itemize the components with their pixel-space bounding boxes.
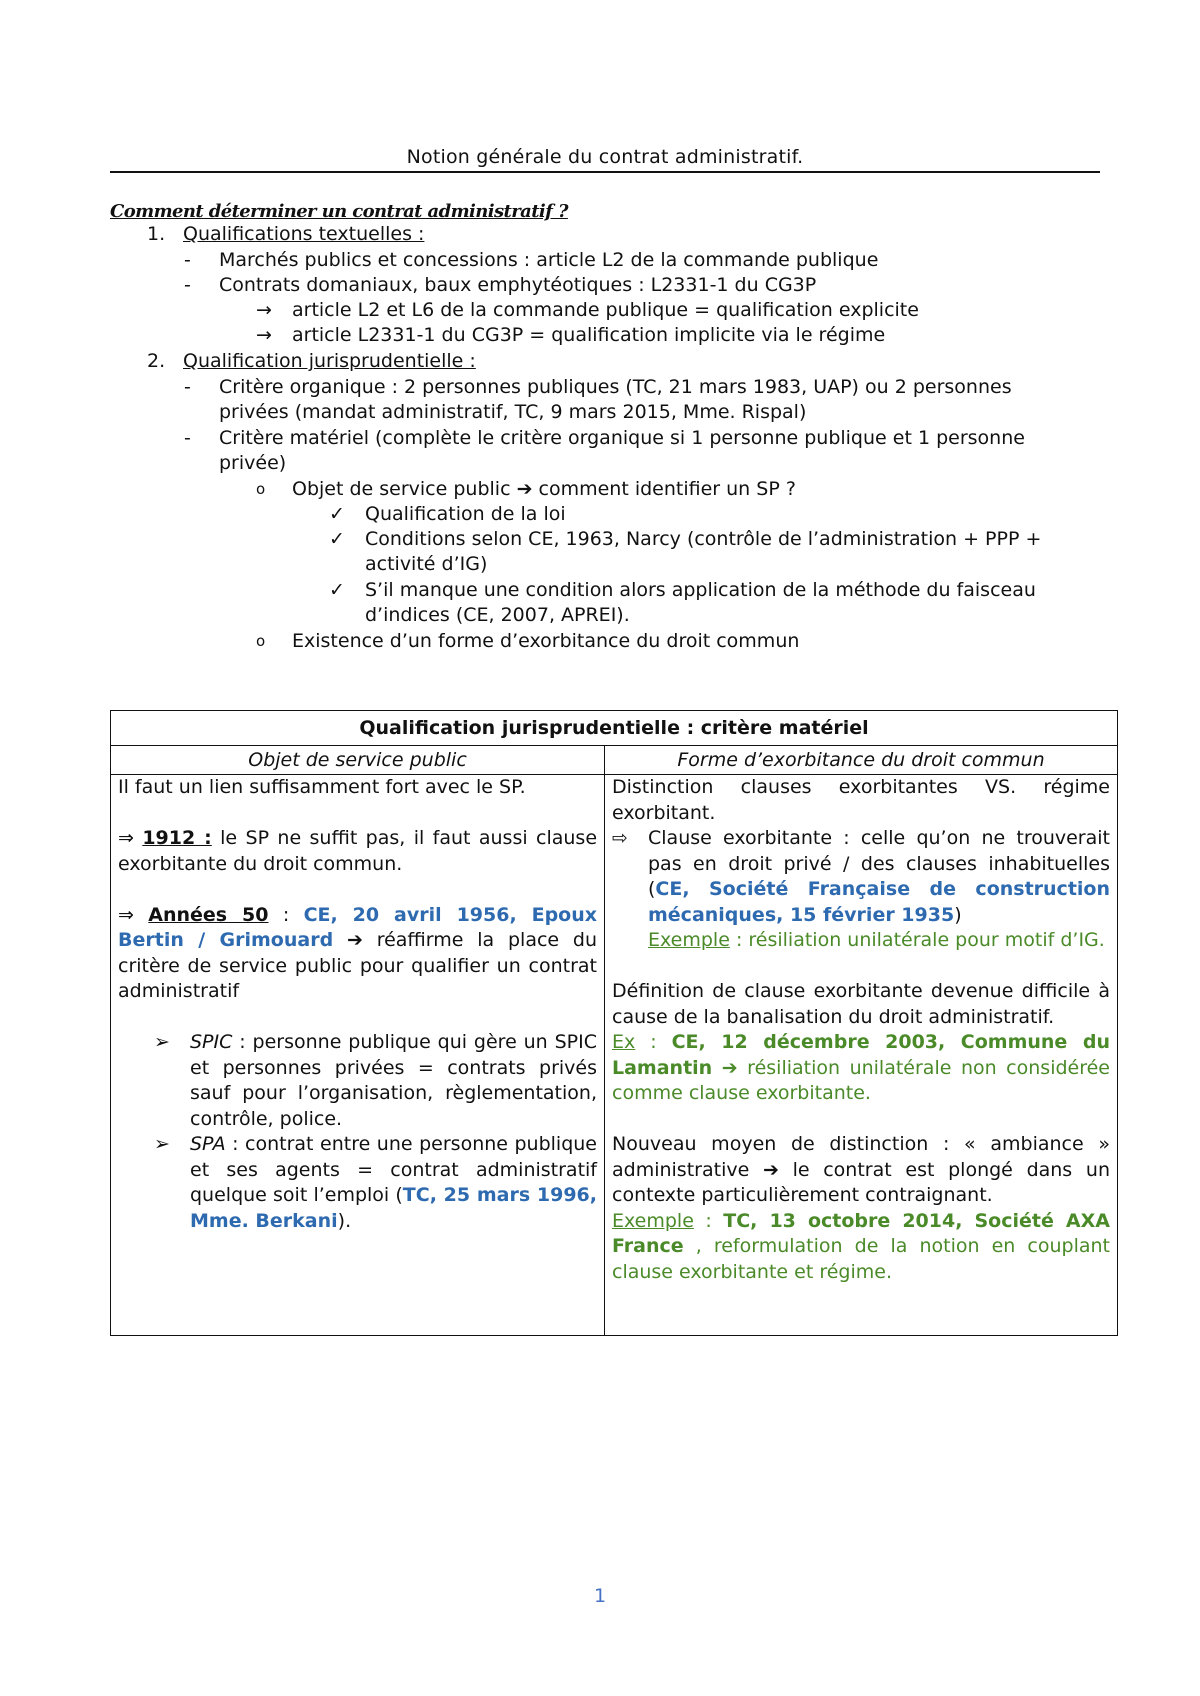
cell-paragraph: ⇒ 1912 : le SP ne suffit pas, il faut aussi clause exorbitante du droit commun. <box>118 827 598 875</box>
check-icon: ✓ <box>329 528 345 550</box>
cell-paragraph: Nouveau moyen de distinction : « ambiance » administrative ➔ le contrat est plongé dans un contexte particulièrement contraignant. <box>612 1133 1110 1206</box>
table-cell-right <box>605 775 1117 1335</box>
list-item: ➢ SPA : contrat entre une personne publique et ses agents = contrat administratif quelque soit l’emploi (TC, 25 mars 1996, Mme. Berkani). <box>118 1132 597 1234</box>
cell-paragraph: Exemple : TC, 13 octobre 2014, Société AXA France , reformulation de la notion en couplant clause exorbitante et régime. <box>612 1209 1110 1283</box>
list-item: article L2331-1 du CG3P = qualification implicite via le régime <box>292 324 886 346</box>
list-item: article L2 et L6 de la commande publique = qualification explicite <box>292 299 919 321</box>
section-2-title: Qualification jurisprudentielle : <box>183 350 476 372</box>
list-item: ➢ SPIC : personne publique qui gère un SPIC et personnes privées = contrats privés sauf pour l’organisation, règlementation, contrôle, police. <box>118 1030 597 1132</box>
hollow-arrow-icon: ⇨ <box>612 827 628 849</box>
year-label: Années 50 <box>148 903 269 926</box>
table-body-row <box>111 775 1117 1335</box>
case-citation: CE, 12 décembre 2003, Commune du Lamantin <box>612 1031 1110 1079</box>
list-item: Critère matériel (complète le critère organique si 1 personne publique et 1 personne <box>219 427 1025 449</box>
dash-marker: - <box>184 376 191 398</box>
arrow-marker: → <box>256 299 272 321</box>
list-item: ⇨ Clause exorbitante : celle qu’on ne trouverait pas en droit privé / des clauses inhabituelles (CE, Société Française de construction mécaniques, 15 février 1935) Exemple : résiliation unilatérale pour motif d’IG. <box>612 826 1110 954</box>
section-1-title: Qualifications textuelles : <box>183 223 425 245</box>
circle-marker: o <box>256 480 266 498</box>
title-underline <box>110 171 1100 173</box>
bold-arrow-icon: ➔ <box>346 929 363 951</box>
dash-marker: - <box>184 249 191 271</box>
case-citation: TC, 25 mars 1996, Mme. Berkani <box>190 1184 597 1232</box>
table-header-row <box>111 746 1117 775</box>
cell-paragraph: ⇒ Années 50 : CE, 20 avril 1956, Epoux Bertin / Grimouard ➔ réaffirme la place du critère de service public pour qualifier un contrat administratif <box>118 903 598 1002</box>
spa-label: SPA <box>190 1133 226 1155</box>
triangle-bullet-icon: ➢ <box>154 1133 170 1155</box>
list-item: Critère organique : 2 personnes publiques (TC, 21 mars 1983, UAP) ou 2 personnes <box>219 376 1012 398</box>
case-citation: CE, 20 avril 1956, Epoux Bertin / Grimouard <box>118 903 598 951</box>
list-item: Contrats domaniaux, baux emphytéotiques : L2331-1 du CG3P <box>219 274 817 296</box>
table-header-left: Objet de service public <box>111 746 605 774</box>
section-heading: Comment déterminer un contrat administratif ? <box>110 201 568 222</box>
cell-paragraph: Il faut un lien suffisamment fort avec le SP. <box>118 776 526 798</box>
criteria-table <box>110 710 1118 1336</box>
list-item-continuation: activité d’IG) <box>365 553 488 575</box>
arrow-marker: → <box>256 324 272 346</box>
check-icon: ✓ <box>329 503 345 525</box>
bold-arrow-icon: ➔ <box>721 1056 738 1079</box>
example-label: Ex <box>612 1031 636 1053</box>
circle-marker: o <box>256 632 266 650</box>
bold-arrow-icon: ➔ <box>762 1158 779 1181</box>
example-label: Exemple <box>648 929 730 951</box>
cell-paragraph: Distinction clauses exorbitantes VS. régime exorbitant. <box>612 776 1110 824</box>
table-title: Qualification jurisprudentielle : critère matériel <box>111 711 1117 746</box>
cell-paragraph: Définition de clause exorbitante devenue difficile à cause de la banalisation du droit administratif. <box>612 980 1110 1028</box>
dash-marker: - <box>184 274 191 296</box>
list-item-continuation: d’indices (CE, 2007, APREI). <box>365 604 630 626</box>
triangle-bullet-icon: ➢ <box>154 1031 170 1053</box>
document-title: Notion générale du contrat administratif. <box>406 146 804 168</box>
example-label: Exemple <box>612 1209 694 1232</box>
case-citation: CE, Société Française de construction mécaniques, 15 février 1935 <box>648 878 1110 926</box>
double-arrow-icon: ⇒ <box>118 903 134 926</box>
table-cell-left <box>111 775 605 1335</box>
list-item: Objet de service public ➔ comment identifier un SP ? <box>292 478 796 500</box>
list-item: Conditions selon CE, 1963, Narcy (contrôle de l’administration + PPP + <box>365 528 1042 550</box>
dash-marker: - <box>184 427 191 449</box>
cell-paragraph: Ex : CE, 12 décembre 2003, Commune du Lamantin ➔ résiliation unilatérale non considérée comme clause exorbitante. <box>612 1031 1110 1104</box>
list-item: Qualification de la loi <box>365 503 566 525</box>
list-item-continuation: privées (mandat administratif, TC, 9 mars 2015, Mme. Rispal) <box>219 401 807 423</box>
table-header-right: Forme d’exorbitance du droit commun <box>677 749 1045 771</box>
list-item-continuation: privée) <box>219 452 287 474</box>
check-icon: ✓ <box>329 579 345 601</box>
list-number-1: 1. <box>147 223 166 245</box>
double-arrow-icon: ⇒ <box>118 827 134 849</box>
list-number-2: 2. <box>147 350 166 372</box>
spic-label: SPIC <box>190 1031 233 1053</box>
page-number: 1 <box>593 1585 607 1607</box>
list-item: Marchés publics et concessions : article L2 de la commande publique <box>219 249 879 271</box>
case-citation: TC, 13 octobre 2014, Société AXA France <box>612 1209 1110 1257</box>
list-item: Existence d’un forme d’exorbitance du droit commun <box>292 630 800 652</box>
year-label: 1912 : <box>142 827 212 849</box>
list-item: S’il manque une condition alors application de la méthode du faisceau <box>365 579 1036 601</box>
